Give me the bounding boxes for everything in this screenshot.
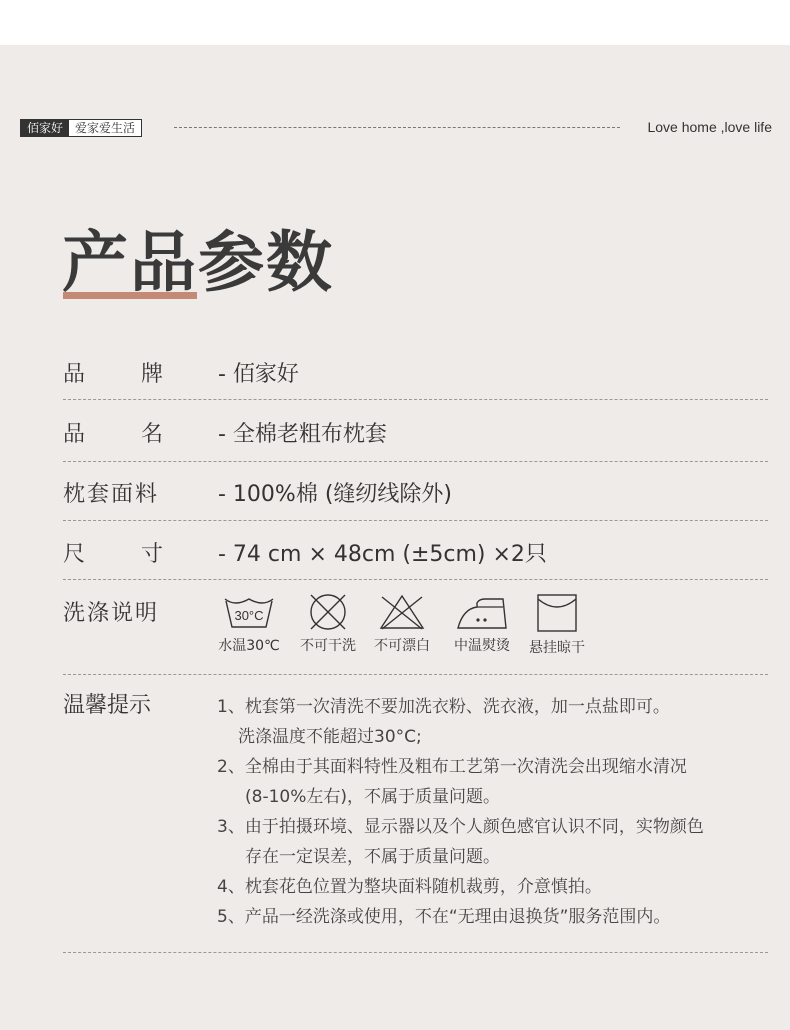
care-divider xyxy=(63,674,768,675)
spec-label: 品 名 xyxy=(63,422,163,447)
spec-divider xyxy=(63,461,768,462)
brand-dashed-divider xyxy=(174,127,620,128)
care-caption: 不可干洗 xyxy=(300,638,356,654)
care-label: 洗涤说明 xyxy=(63,601,160,626)
spec-label: 品 牌 xyxy=(63,362,163,387)
brand-slogan: Love home ,love life xyxy=(647,119,772,135)
spec-value: - 全棉老粗布枕套 xyxy=(218,422,387,447)
spec-divider xyxy=(63,520,768,521)
brand-badge xyxy=(20,119,142,137)
spec-value: - 佰家好 xyxy=(218,362,299,387)
care-caption: 悬挂晾干 xyxy=(529,640,585,656)
tip-line: 5、产品一经洗涤或使用，不在“无理由退换货”服务范围内。 xyxy=(217,907,671,927)
spec-label: 枕套面料 xyxy=(63,482,160,507)
page-title: 产品参数 xyxy=(62,223,334,301)
spec-value: - 74 cm × 48cm (±5cm) ×2只 xyxy=(218,542,547,567)
tip-line: 存在一定误差，不属于质量问题。 xyxy=(245,847,500,867)
tip-line: (8-10%左右)，不属于质量问题。 xyxy=(245,787,500,807)
tip-line: 3、由于拍摄环境、显示器以及个人颜色感官认识不同，实物颜色 xyxy=(217,817,704,837)
bottom-divider xyxy=(63,952,768,953)
spec-label: 尺 寸 xyxy=(63,542,163,567)
care-icons xyxy=(218,593,598,663)
tip-line: 洗涤温度不能超过30°C; xyxy=(238,727,422,747)
wash-30-icon xyxy=(218,593,280,655)
care-caption: 水温30℃ xyxy=(218,638,280,654)
no-dry-clean-icon xyxy=(296,593,360,655)
spec-divider xyxy=(63,399,768,400)
care-caption: 中温熨烫 xyxy=(454,638,510,654)
hang-dry-icon xyxy=(524,593,590,657)
brand-badge-tagline: 爱家爱生活 xyxy=(69,120,141,136)
no-bleach-icon xyxy=(370,593,434,655)
tip-line: 1、枕套第一次清洗不要加洗衣粉、洗衣液，加一点盐即可。 xyxy=(217,697,670,717)
wash-temp-label: 30°C xyxy=(234,608,264,623)
care-caption: 不可漂白 xyxy=(374,638,430,654)
tips-label: 温馨提示 xyxy=(63,693,152,718)
spec-divider xyxy=(63,579,768,580)
tip-line: 2、全棉由于其面料特性及粗布工艺第一次清洗会出现缩水清况 xyxy=(217,757,687,777)
brand-badge-name: 佰家好 xyxy=(21,120,69,136)
iron-medium-icon xyxy=(448,593,516,655)
spec-value: - 100%棉 (缝纫线除外) xyxy=(218,482,452,507)
tip-line: 4、枕套花色位置为整块面料随机裁剪，介意慎拍。 xyxy=(217,877,602,897)
brand-header xyxy=(20,118,772,138)
